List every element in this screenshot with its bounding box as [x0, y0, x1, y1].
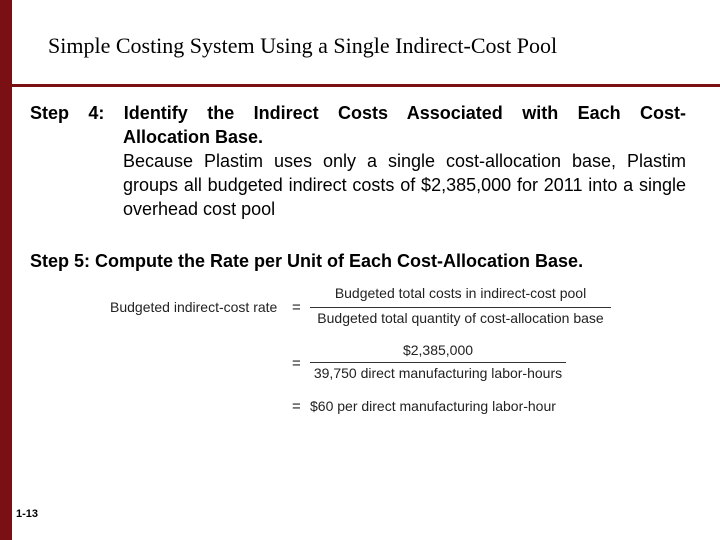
slide-number: 1-13: [16, 508, 39, 520]
step4-section: [30, 101, 686, 221]
equals-sign: =: [292, 398, 301, 415]
fraction1-numerator: Budgeted total costs in indirect-cost pool: [334, 285, 587, 301]
left-accent-bar: [0, 0, 12, 540]
step4-heading: Step 4: Identify the Indirect Costs Associated with Each Cost-: [30, 103, 686, 123]
equals-sign: =: [292, 355, 301, 372]
step4-heading-continued: Allocation Base.: [123, 127, 264, 147]
slide-title: Simple Costing System Using a Single Indirect-Cost Pool: [48, 33, 558, 58]
step4-body-text: Because Plastim uses only a single cost-allocation base, Plastim groups all budgeted indirect costs of $2,385,000 for 2011 into a single overhead cost pool: [123, 151, 686, 219]
formula-result: $60 per direct manufacturing labor-hour: [310, 398, 556, 414]
fraction2-numerator: $2,385,000: [402, 342, 474, 358]
fraction2-denominator: 39,750 direct manufacturing labor-hours: [313, 365, 563, 381]
step5-heading: Step 5: Compute the Rate per Unit of Each Cost-Allocation Base.: [30, 251, 584, 271]
equals-sign: =: [292, 299, 301, 316]
fraction1-denominator: Budgeted total quantity of cost-allocation base: [317, 310, 604, 326]
title-underline: [12, 84, 720, 87]
fraction1-bar: [310, 307, 611, 308]
fraction2-bar: [310, 362, 566, 363]
formula-label: Budgeted indirect-cost rate: [110, 299, 278, 315]
